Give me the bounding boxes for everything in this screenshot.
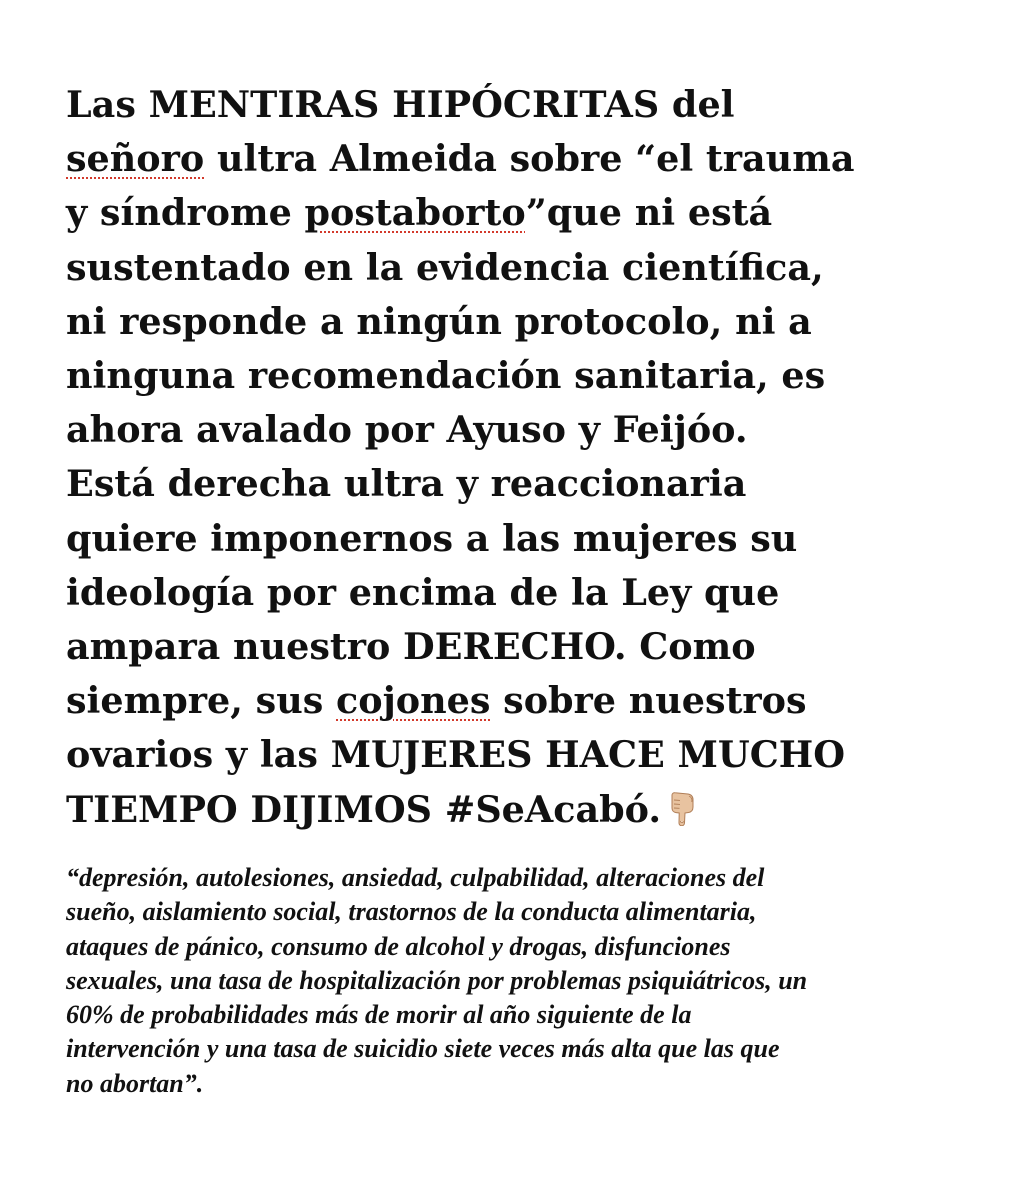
- quote-line: “depresión, autolesiones, ansiedad, culpabilidad, alteraciones del: [66, 863, 765, 892]
- main-line-text: sustentado en la evidencia científica,: [66, 245, 824, 289]
- main-line-text: TIEMPO DIJIMOS #SeAcabó.: [66, 787, 662, 831]
- main-line-text: quiere imponernos a las mujeres su: [66, 516, 798, 560]
- quoted-symptoms-paragraph: [66, 861, 986, 1101]
- main-line: [66, 728, 986, 782]
- main-line: [66, 457, 986, 511]
- main-line: [66, 566, 986, 620]
- main-line: [66, 620, 986, 674]
- main-line: [66, 78, 986, 132]
- main-line: [66, 186, 986, 240]
- misspelled-word[interactable]: cojones: [336, 679, 491, 723]
- main-line: [66, 512, 986, 566]
- misspelled-word[interactable]: señoro: [66, 137, 205, 181]
- backhand-index-pointing-down-icon: [667, 787, 697, 821]
- main-line-text: ”que ni está: [525, 191, 773, 235]
- main-line: [66, 349, 986, 403]
- main-line: [66, 783, 986, 837]
- main-line-text: ahora avalado por Ayuso y Feijóo.: [66, 408, 748, 452]
- quote-line: sexuales, una tasa de hospitalización por problemas psiquiátricos, un: [66, 965, 808, 995]
- main-line-text: ampara nuestro DERECHO. Como: [66, 625, 756, 669]
- main-line-text: ovarios y las MUJERES HACE MUCHO: [66, 733, 846, 777]
- quote-line: ataques de pánico, consumo de alcohol y drogas, disfunciones: [66, 931, 731, 961]
- main-line: [66, 295, 986, 349]
- main-line-text: Está derecha ultra y reaccionaria: [66, 462, 747, 506]
- quote-line: 60% de probabilidades más de morir al año siguiente de la: [66, 1000, 692, 1030]
- main-line: [66, 674, 986, 728]
- main-line-text: siempre, sus: [66, 679, 336, 723]
- main-line-text: sobre nuestros: [490, 679, 807, 723]
- main-line-text: ninguna recomendación sanitaria, es: [66, 354, 826, 398]
- main-line: [66, 403, 986, 457]
- main-line: [66, 241, 986, 295]
- main-line: [66, 132, 986, 186]
- quote-line: sueño, aislamiento social, trastornos de la conducta alimentaria,: [66, 897, 757, 927]
- main-line-text: ultra Almeida sobre “el trauma: [204, 137, 855, 181]
- quote-line: no abortan”.: [66, 1068, 204, 1098]
- main-line-text: y síndrome: [66, 191, 305, 235]
- main-line-text: Las MENTIRAS HIPÓCRITAS del: [66, 83, 735, 126]
- main-line-text: ideología por encima de la Ley que: [66, 570, 780, 614]
- quote-line: intervención y una tasa de suicidio siete veces más alta que las que: [66, 1034, 780, 1064]
- main-line-text: ni responde a ningún protocolo, ni a: [66, 299, 812, 343]
- main-statement: [66, 78, 986, 837]
- misspelled-word[interactable]: postaborto: [304, 191, 526, 235]
